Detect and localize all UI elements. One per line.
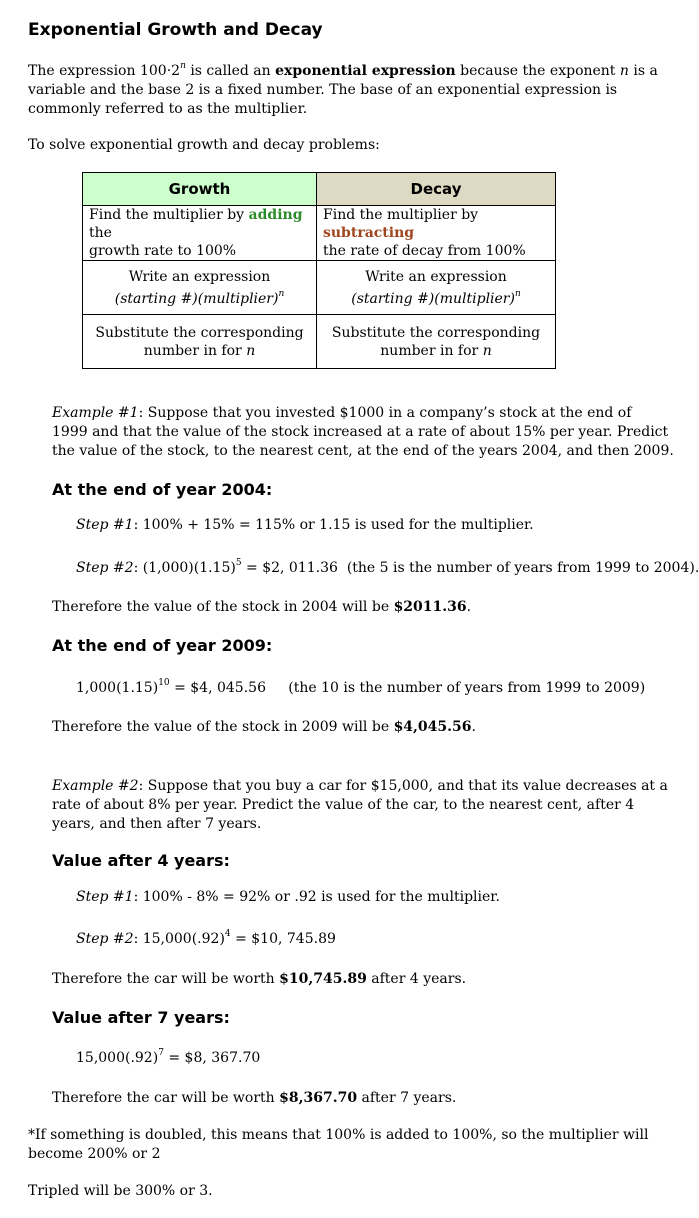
heading-year-2009: At the end of year 2009:	[52, 636, 273, 655]
value-4-years: $10,745.89	[279, 971, 367, 987]
intro-text-b: is called an	[190, 63, 271, 79]
growth-decay-table	[82, 172, 556, 369]
intro-text-c: because the exponent	[460, 63, 616, 79]
example2-line-1: Example #2: Suppose that you buy a car for $15,000, and that its value decreases at a	[52, 778, 668, 794]
intro-text-a: The expression	[28, 63, 136, 79]
intro-text-d: is a	[633, 63, 658, 79]
heading-year-2004: At the end of year 2004:	[52, 480, 273, 499]
conclusion-2004: Therefore the value of the stock in 2004 will be $2011.36.	[52, 599, 472, 615]
value-2004: $2011.36	[393, 599, 467, 615]
decay-header: Decay	[317, 173, 556, 206]
expression-2009: $1,000(1.15)^{10}$ = $4, 045.56 (the 10 is the number of years from 1999 to 2009)	[76, 678, 646, 696]
page-title: Exponential Growth and Decay	[28, 20, 323, 40]
conclusion-4-years: Therefore the car will be worth $10,745.89 after 4 years.	[52, 971, 467, 987]
conclusion-7-years: Therefore the car will be worth $8,367.70 after 7 years.	[52, 1090, 457, 1106]
example1-step-1: Step #1: 100% + 15% = 115% or 1.15 is used for the multiplier.	[76, 517, 534, 533]
intro-line-3: commonly referred to as the multiplier.	[28, 101, 308, 117]
example1-step-2: Step #2: $(1,000)(1.15)^5$ = $2, 011.36 (the 5 is the number of years from 1999 to 2004).	[76, 558, 699, 576]
intro-n: n	[619, 63, 629, 79]
tripled-note: Tripled will be 300% or 3.	[28, 1183, 213, 1199]
growth-step-2: Write an expression (starting #)(multiplier)$^n$	[83, 261, 317, 315]
decay-step-2: Write an expression (starting #)(multiplier)$^n$	[317, 261, 556, 315]
doubled-note-line-1: *If something is doubled, this means that 100% is added to 100%, so the multiplier will	[28, 1127, 649, 1143]
growth-step-1: Find the multiplier by adding the growth rate to 100%	[83, 206, 317, 261]
example2-label: Example #2	[52, 778, 139, 794]
heading-after-7-years: Value after 7 years:	[52, 1008, 230, 1027]
intro-expression: $100\cdot 2^n$	[139, 61, 186, 79]
growth-header: Growth	[83, 173, 317, 206]
example2-line-2: rate of about 8% per year. Predict the value of the car, to the nearest cent, after 4	[52, 797, 635, 813]
example1-line-2: 1999 and that the value of the stock increased at a rate of about 15% per year. Predict	[52, 424, 669, 440]
decay-step-1: Find the multiplier by subtracting the rate of decay from 100%	[317, 206, 556, 261]
heading-after-4-years: Value after 4 years:	[52, 851, 230, 870]
intro-line-2: variable and the base 2 is a fixed number. The base of an exponential expression is	[28, 82, 618, 98]
conclusion-2009: Therefore the value of the stock in 2009 will be $4,045.56.	[52, 719, 476, 735]
value-2009: $4,045.56	[393, 719, 472, 735]
example1-label: Example #1	[52, 405, 139, 421]
expression-7-years: $15,000(.92)^7$ = $8, 367.70	[76, 1048, 261, 1066]
example1-line-1: Example #1: Suppose that you invested $1000 in a company’s stock at the end of	[52, 405, 632, 421]
example2-step-1: Step #1: 100% - 8% = 92% or .92 is used for the multiplier.	[76, 889, 500, 905]
intro-line-1	[28, 62, 658, 81]
subtracting-keyword: subtracting	[323, 225, 415, 241]
growth-step-3: Substitute the corresponding number in for n	[83, 315, 317, 369]
intro-bold-term: exponential expression	[275, 63, 456, 79]
intro-instruction: To solve exponential growth and decay problems:	[28, 137, 380, 153]
example2-step-2: Step #2: $15,000(.92)^4$ = $10, 745.89	[76, 929, 336, 947]
decay-step-3: Substitute the corresponding number in for n	[317, 315, 556, 369]
doubled-note-line-2: become 200% or 2	[28, 1146, 161, 1162]
value-7-years: $8,367.70	[279, 1090, 358, 1106]
example2-line-3: years, and then after 7 years.	[52, 816, 262, 832]
adding-keyword: adding	[248, 207, 303, 223]
example1-line-3: the value of the stock, to the nearest cent, at the end of the years 2004, and then 2009.	[52, 443, 674, 459]
